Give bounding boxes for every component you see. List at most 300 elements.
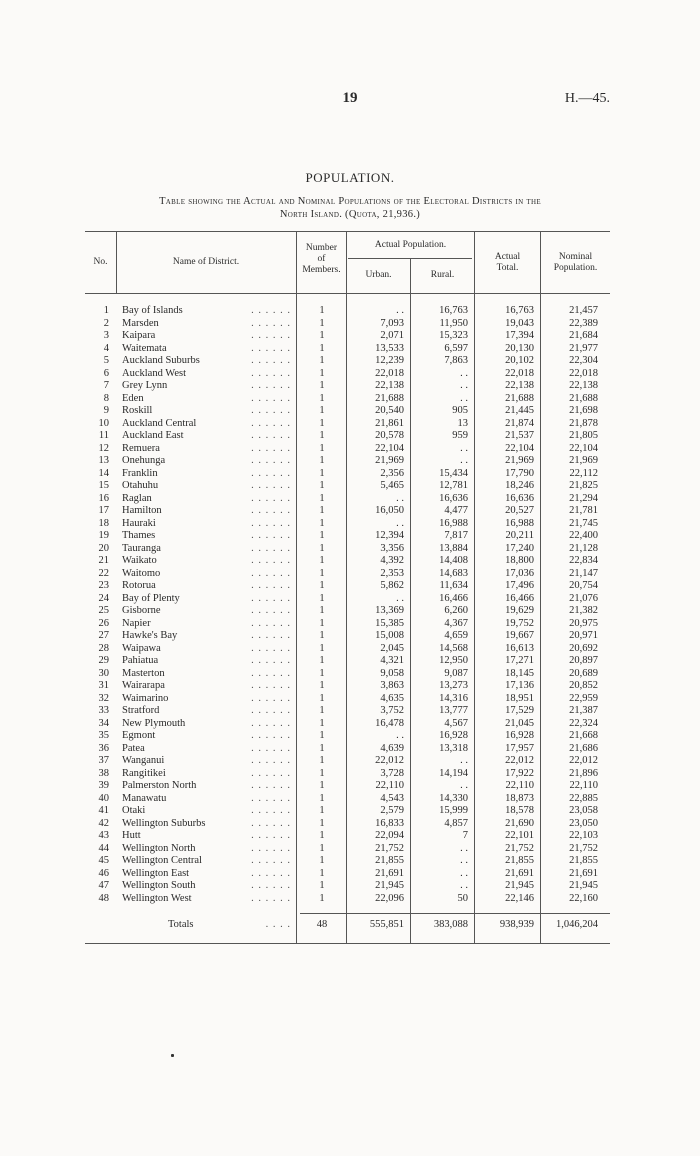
district-number: 41 — [98, 805, 109, 816]
totals-actual-total: 938,939 — [499, 919, 534, 930]
nominal-population: 22,018 — [569, 367, 598, 379]
table-row — [0, 805, 700, 818]
members-count: 1 — [319, 667, 325, 679]
totals-row — [0, 918, 700, 932]
leader-dots: . . . . . . — [251, 555, 291, 566]
urban-population: 4,639 — [380, 742, 404, 754]
nominal-population: 22,104 — [569, 442, 598, 454]
district-name: Raglan — [122, 492, 152, 504]
district-number: 4 — [103, 342, 109, 354]
district-name: Wellington West — [122, 892, 192, 904]
district-number: 31 — [98, 680, 109, 691]
urban-population: 22,096 — [375, 892, 404, 904]
rural-population: . . — [460, 867, 468, 879]
nominal-population: 21,688 — [569, 392, 598, 404]
rural-population: 16,763 — [439, 305, 468, 316]
table-bottom-rule — [85, 943, 610, 944]
district-name: Franklin — [122, 467, 158, 479]
urban-population: 20,540 — [375, 405, 404, 416]
district-number: 7 — [103, 380, 109, 391]
actual-total: 16,636 — [505, 492, 534, 504]
urban-population: 22,018 — [375, 367, 404, 379]
members-count: 1 — [319, 780, 325, 791]
table-row — [0, 318, 700, 331]
district-number: 20 — [98, 542, 109, 554]
leader-dots: . . . . . . — [251, 480, 291, 491]
members-count: 1 — [319, 467, 325, 479]
district-name: Auckland West — [122, 367, 186, 379]
district-name: Roskill — [122, 405, 153, 416]
members-count: 1 — [319, 642, 325, 654]
members-count: 1 — [319, 430, 325, 441]
district-name: Wellington Central — [122, 855, 202, 866]
district-number: 39 — [98, 780, 109, 791]
urban-population: 21,969 — [375, 455, 404, 466]
urban-population: 4,543 — [380, 792, 404, 804]
table-row — [0, 643, 700, 656]
actual-total: 18,951 — [505, 692, 534, 704]
table-row — [0, 718, 700, 731]
district-name: Patea — [122, 742, 145, 754]
nominal-population: 22,103 — [569, 830, 598, 841]
district-name: Wanganui — [122, 755, 165, 766]
urban-population: 22,104 — [375, 442, 404, 454]
district-name: Palmerston North — [122, 780, 197, 791]
members-count: 1 — [319, 842, 325, 854]
members-count: 1 — [319, 605, 325, 616]
table-row — [0, 330, 700, 343]
urban-population: 5,862 — [380, 580, 404, 591]
members-count: 1 — [319, 530, 325, 541]
header-members-line: Members. — [302, 265, 341, 275]
district-name: Pahiatua — [122, 655, 159, 666]
urban-population: 2,353 — [380, 567, 404, 579]
table-row — [0, 880, 700, 893]
members-count: 1 — [319, 492, 325, 504]
urban-population: 9,058 — [380, 667, 404, 679]
rural-population: 4,659 — [444, 630, 468, 641]
district-number: 27 — [98, 630, 109, 641]
table-row — [0, 355, 700, 368]
rural-population: 12,781 — [439, 480, 468, 491]
actual-total: 18,873 — [505, 792, 534, 804]
urban-population: 2,071 — [380, 330, 404, 341]
ink-speck — [171, 1054, 174, 1057]
district-name: Waimarino — [122, 692, 169, 704]
header-nominal-population — [541, 252, 610, 274]
table-row — [0, 455, 700, 468]
district-name: Auckland Central — [122, 417, 197, 429]
urban-population: 7,093 — [380, 317, 404, 329]
urban-population: 4,635 — [380, 692, 404, 704]
nominal-population: 22,138 — [569, 380, 598, 391]
column-divider — [116, 231, 117, 293]
urban-population: 21,861 — [375, 417, 404, 429]
nominal-population: 22,112 — [569, 467, 598, 479]
table-row — [0, 605, 700, 618]
leader-dots: . . . . . . — [251, 567, 291, 579]
urban-population: 2,579 — [380, 805, 404, 816]
urban-population: 15,385 — [375, 617, 404, 629]
nominal-population: 22,110 — [569, 780, 598, 791]
actual-total: 21,537 — [505, 430, 534, 441]
table-row — [0, 855, 700, 868]
district-name: Bay of Islands — [122, 305, 183, 316]
nominal-population: 21,686 — [569, 742, 598, 754]
district-name: Eden — [122, 392, 144, 404]
rural-population: 4,567 — [444, 717, 468, 729]
page-title: POPULATION. — [305, 170, 395, 185]
leader-dots: . . . . . . — [251, 330, 291, 341]
leader-dots: . . . . . . — [251, 680, 291, 691]
members-count: 1 — [319, 442, 325, 454]
rural-population: . . — [460, 367, 468, 379]
nominal-population: 21,457 — [569, 305, 598, 316]
header-members-line: Number — [305, 243, 338, 253]
urban-population: . . — [396, 592, 404, 604]
members-count: 1 — [319, 330, 325, 341]
district-number: 11 — [98, 430, 109, 441]
district-number: 42 — [98, 817, 109, 829]
nominal-population: 20,689 — [569, 667, 598, 679]
table-row — [0, 868, 700, 881]
header-rural: Rural. — [430, 270, 455, 280]
district-name: Waitemata — [122, 342, 167, 354]
rural-population: . . — [460, 880, 468, 891]
table-row — [0, 480, 700, 493]
actual-total: 22,012 — [505, 755, 534, 766]
leader-dots: . . . . . . — [251, 492, 291, 504]
district-number: 1 — [103, 305, 109, 316]
rural-population: 14,683 — [439, 567, 468, 579]
actual-total: 21,945 — [505, 880, 534, 891]
district-number: 48 — [98, 892, 109, 904]
leader-dots: . . . . . . — [251, 805, 291, 816]
leader-dots: . . . . . . — [251, 392, 291, 404]
district-name: Wellington North — [122, 842, 196, 854]
header-nominal-line: Nominal — [558, 252, 593, 262]
rural-population: 14,568 — [439, 642, 468, 654]
nominal-population: 20,897 — [569, 655, 598, 666]
district-number: 35 — [98, 730, 109, 741]
totals-nominal: 1,046,204 — [556, 919, 598, 930]
table-row — [0, 368, 700, 381]
district-name: Wairarapa — [122, 680, 165, 691]
table-row — [0, 843, 700, 856]
actual-total: 19,629 — [505, 605, 534, 616]
members-count: 1 — [319, 692, 325, 704]
header-no: No. — [93, 257, 108, 267]
members-count: 1 — [319, 892, 325, 904]
leader-dots: . . . . . . — [251, 592, 291, 604]
actual-total: 19,043 — [505, 317, 534, 329]
rural-population: 16,466 — [439, 592, 468, 604]
members-count: 1 — [319, 455, 325, 466]
urban-population: 16,478 — [375, 717, 404, 729]
district-name: Kaipara — [122, 330, 156, 341]
totals-urban: 555,851 — [369, 919, 404, 930]
nominal-population: 20,852 — [569, 680, 598, 691]
leader-dots: . . . . . . — [251, 880, 291, 891]
members-count: 1 — [319, 817, 325, 829]
rural-population: . . — [460, 780, 468, 791]
actual-total: 17,529 — [505, 705, 534, 716]
table-row — [0, 305, 700, 318]
leader-dots: . . . . . . — [251, 305, 291, 316]
urban-population: 20,578 — [375, 430, 404, 441]
leader-dots: . . . . . . — [251, 742, 291, 754]
leader-dots: . . . . . . — [251, 705, 291, 716]
members-count: 1 — [319, 342, 325, 354]
actual-total: 22,146 — [505, 892, 534, 904]
district-name: Egmont — [122, 730, 156, 741]
members-count: 1 — [319, 305, 325, 316]
totals-members: 48 — [316, 919, 328, 930]
district-number: 21 — [98, 555, 109, 566]
rural-population: 13 — [457, 417, 468, 429]
rural-population: . . — [460, 755, 468, 766]
nominal-population: 21,684 — [569, 330, 598, 341]
rural-population: 15,323 — [439, 330, 468, 341]
leader-dots: . . . . . . — [251, 717, 291, 729]
urban-population: 22,110 — [375, 780, 404, 791]
actual-total: 22,101 — [505, 830, 534, 841]
members-count: 1 — [319, 567, 325, 579]
nominal-population: 21,147 — [569, 567, 598, 579]
district-number: 32 — [98, 692, 109, 704]
district-number: 38 — [98, 767, 109, 779]
rural-population: 4,857 — [444, 817, 468, 829]
members-count: 1 — [319, 580, 325, 591]
members-count: 1 — [319, 505, 325, 516]
district-name: Thames — [122, 530, 156, 541]
urban-population: 13,369 — [375, 605, 404, 616]
rural-population: 16,988 — [439, 517, 468, 529]
urban-population: 22,094 — [375, 830, 404, 841]
rural-population: . . — [460, 380, 468, 391]
district-number: 34 — [98, 717, 109, 729]
rural-population: . . — [460, 455, 468, 466]
district-number: 12 — [98, 442, 109, 454]
table-row — [0, 530, 700, 543]
district-name: Waipawa — [122, 642, 161, 654]
district-number: 15 — [98, 480, 109, 491]
district-name: Masterton — [122, 667, 165, 679]
urban-population: 22,138 — [375, 380, 404, 391]
nominal-population: 21,896 — [569, 767, 598, 779]
rural-population: 11,950 — [439, 317, 468, 329]
leader-dots: . . . . . . — [251, 342, 291, 354]
urban-population: 12,239 — [375, 355, 404, 366]
table-row — [0, 705, 700, 718]
rural-population: 6,597 — [444, 342, 468, 354]
nominal-population: 21,745 — [569, 517, 598, 529]
actual-total: 21,855 — [505, 855, 534, 866]
urban-population: 21,752 — [375, 842, 404, 854]
nominal-population: 21,128 — [569, 542, 598, 554]
members-count: 1 — [319, 592, 325, 604]
urban-population: 2,045 — [380, 642, 404, 654]
actual-total: 17,790 — [505, 467, 534, 479]
district-name: Bay of Plenty — [122, 592, 180, 604]
district-name: Otahuhu — [122, 480, 159, 491]
leader-dots: . . . . . . — [251, 730, 291, 741]
district-name: Remuera — [122, 442, 160, 454]
district-number: 23 — [98, 580, 109, 591]
district-number: 26 — [98, 617, 109, 629]
district-number: 6 — [103, 367, 109, 379]
nominal-population: 21,945 — [569, 880, 598, 891]
members-count: 1 — [319, 805, 325, 816]
urban-population: 21,691 — [375, 867, 404, 879]
actual-total: 19,752 — [505, 617, 534, 629]
urban-population: . . — [396, 517, 404, 529]
rural-population: 7,863 — [444, 355, 468, 366]
table-caption — [85, 195, 615, 221]
leader-dots: . . . . . . — [251, 367, 291, 379]
rural-population: 13,777 — [439, 705, 468, 716]
nominal-population: 21,752 — [569, 842, 598, 854]
leader-dots: . . . . . . — [251, 505, 291, 516]
rural-population: 13,318 — [439, 742, 468, 754]
nominal-population: 22,324 — [569, 717, 598, 729]
actual-total: 16,928 — [505, 730, 534, 741]
urban-population: 22,012 — [375, 755, 404, 766]
table-row — [0, 818, 700, 831]
leader-dots: . . . . . . — [251, 842, 291, 854]
district-number: 9 — [103, 405, 109, 416]
actual-total: 21,752 — [505, 842, 534, 854]
leader-dots: . . . . . . — [251, 605, 291, 616]
leader-dots: . . . . . . — [251, 455, 291, 466]
members-count: 1 — [319, 630, 325, 641]
members-count: 1 — [319, 655, 325, 666]
rural-population: 14,316 — [439, 692, 468, 704]
district-number: 17 — [98, 505, 109, 516]
nominal-population: 22,012 — [569, 755, 598, 766]
members-count: 1 — [319, 405, 325, 416]
district-number: 2 — [103, 317, 109, 329]
district-number: 33 — [98, 705, 109, 716]
table-row — [0, 743, 700, 756]
district-number: 44 — [98, 842, 109, 854]
actual-total: 17,394 — [505, 330, 534, 341]
actual-total: 21,691 — [505, 867, 534, 879]
district-name: Wellington East — [122, 867, 190, 879]
caption-line-1: Table showing the Actual and Nominal Populations of the Electoral Districts in the — [159, 196, 541, 207]
table-row — [0, 468, 700, 481]
leader-dots: . . . . . . — [251, 467, 291, 479]
urban-population: 13,533 — [375, 342, 404, 354]
urban-population: 3,728 — [380, 767, 404, 779]
actual-total: 17,271 — [505, 655, 534, 666]
rural-population: 15,434 — [439, 467, 468, 479]
leader-dots: . . . . . . — [251, 405, 291, 416]
district-name: Onehunga — [122, 455, 166, 466]
actual-total: 21,688 — [505, 392, 534, 404]
leader-dots: . . . . . . — [251, 630, 291, 641]
district-name: Rotorua — [122, 580, 156, 591]
actual-total: 16,763 — [505, 305, 534, 316]
nominal-population: 21,382 — [569, 605, 598, 616]
rural-population: 16,636 — [439, 492, 468, 504]
actual-total: 21,969 — [505, 455, 534, 466]
district-name: Waikato — [122, 555, 157, 566]
nominal-population: 21,977 — [569, 342, 598, 354]
leader-dots: . . . . . . — [251, 355, 291, 366]
district-name: Rangitikei — [122, 767, 166, 779]
district-number: 46 — [98, 867, 109, 879]
members-count: 1 — [319, 755, 325, 766]
district-name: Napier — [122, 617, 151, 629]
nominal-population: 22,160 — [569, 892, 598, 904]
members-count: 1 — [319, 542, 325, 554]
rural-population: 13,273 — [439, 680, 468, 691]
table-row — [0, 393, 700, 406]
nominal-population: 21,076 — [569, 592, 598, 604]
table-row — [0, 580, 700, 593]
members-count: 1 — [319, 380, 325, 391]
nominal-population: 22,834 — [569, 555, 598, 566]
actual-total: 21,045 — [505, 717, 534, 729]
leader-dots: . . . . . . — [251, 755, 291, 766]
leader-dots: . . . . . . — [251, 517, 291, 529]
district-number: 29 — [98, 655, 109, 666]
actual-total: 16,613 — [505, 642, 534, 654]
urban-population: 3,863 — [380, 680, 404, 691]
leader-dots: . . . . . . — [251, 817, 291, 829]
district-name: Wellington South — [122, 880, 196, 891]
leader-dots: . . . . . . — [251, 692, 291, 704]
district-number: 5 — [103, 355, 109, 366]
rural-population: 12,950 — [439, 655, 468, 666]
district-name: Tauranga — [122, 542, 161, 554]
rural-population: 7,817 — [444, 530, 468, 541]
members-count: 1 — [319, 767, 325, 779]
actual-total: 19,667 — [505, 630, 534, 641]
leader-dots: . . . . . . — [251, 317, 291, 329]
members-count: 1 — [319, 392, 325, 404]
members-count: 1 — [319, 517, 325, 529]
rural-population: 11,634 — [439, 580, 468, 591]
leader-dots: . . . . . . — [251, 655, 291, 666]
table-row — [0, 518, 700, 531]
district-name: Auckland East — [122, 430, 184, 441]
actual-total: 16,988 — [505, 517, 534, 529]
district-number: 43 — [98, 830, 109, 841]
table-row — [0, 380, 700, 393]
caption-line-2: North Island. (Quota, 21,936.) — [279, 209, 421, 220]
actual-total: 20,102 — [505, 355, 534, 366]
actual-total: 17,136 — [505, 680, 534, 691]
district-number: 13 — [98, 455, 109, 466]
members-count: 1 — [319, 717, 325, 729]
actual-total: 22,018 — [505, 367, 534, 379]
actual-total: 18,578 — [505, 805, 534, 816]
actual-total: 20,211 — [505, 530, 534, 541]
table-row — [0, 418, 700, 431]
totals-rural: 383,088 — [433, 919, 468, 930]
leader-dots: . . . . . . — [251, 430, 291, 441]
urban-population: 4,392 — [380, 555, 404, 566]
header-members-line: of — [317, 254, 326, 264]
rural-population: 4,477 — [444, 505, 468, 516]
district-number: 28 — [98, 642, 109, 654]
actual-total: 17,036 — [505, 567, 534, 579]
rural-population: . . — [460, 392, 468, 404]
district-number: 24 — [98, 592, 109, 604]
leader-dots: . . . . . . — [251, 855, 291, 866]
